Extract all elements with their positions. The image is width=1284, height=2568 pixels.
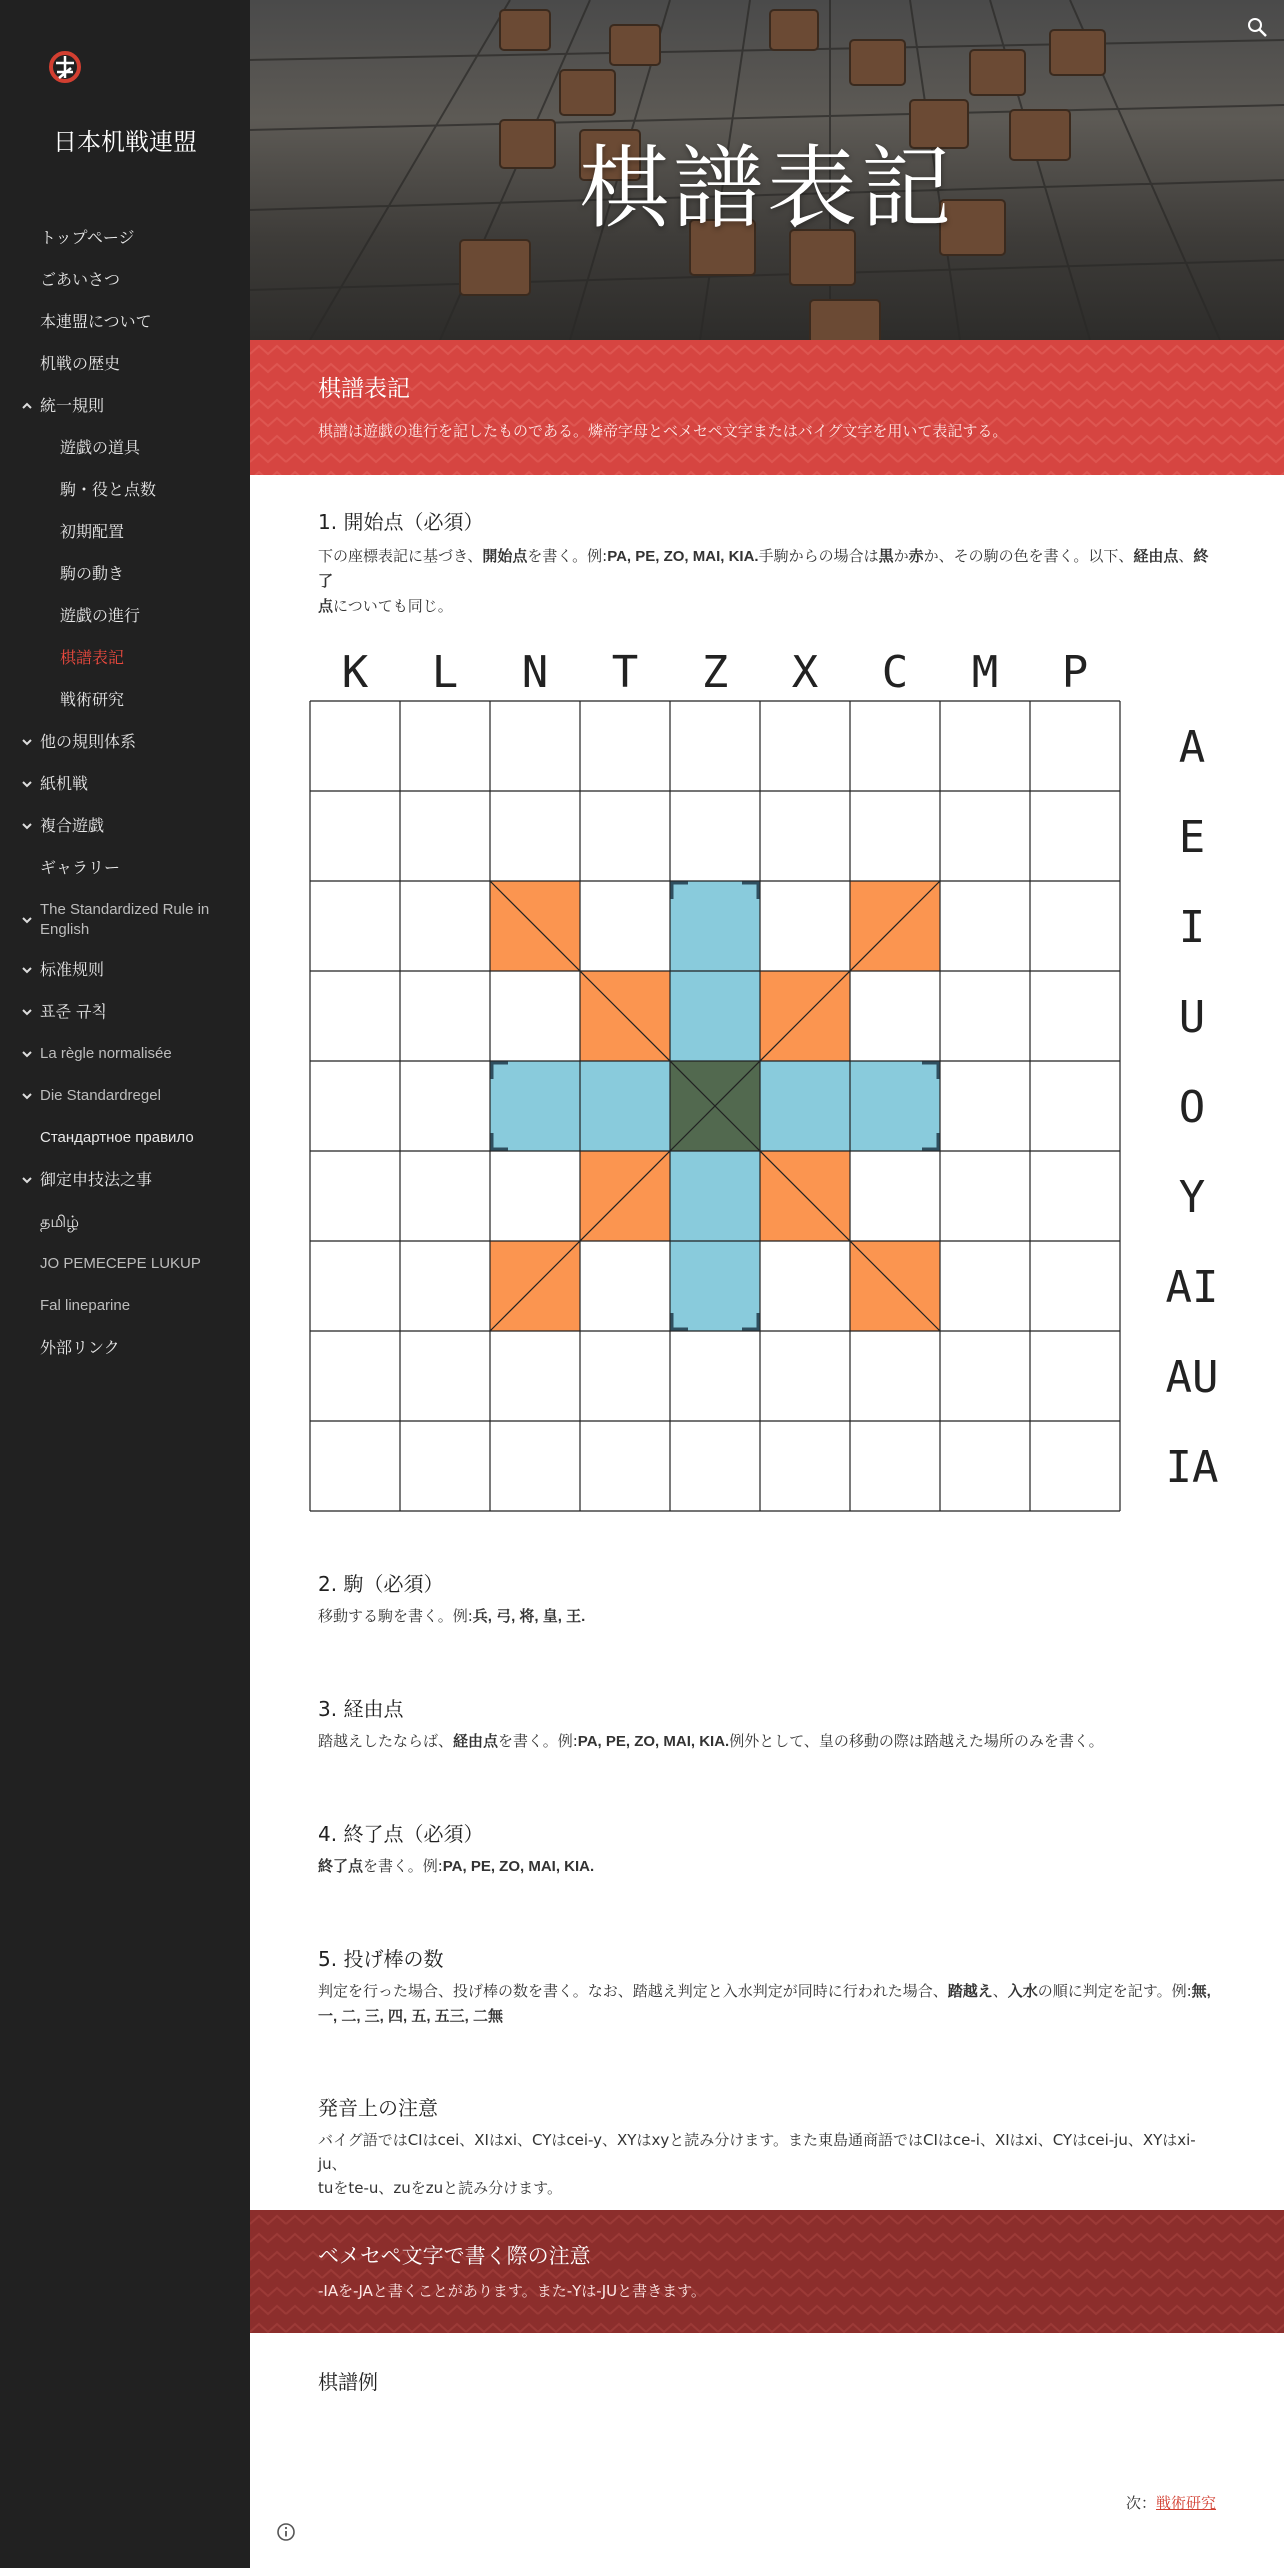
row-label: E — [1178, 812, 1206, 863]
next-page-nav — [1126, 2492, 1216, 2513]
nav-item-lineparine[interactable]: Fal lineparine — [40, 1297, 131, 1314]
section-heading-via-point: 3. 経由点 — [318, 1697, 404, 1721]
row-label: U — [1178, 992, 1206, 1043]
column-label: L — [431, 647, 459, 698]
nav-item-notation[interactable]: 棋譜表記 — [60, 648, 125, 667]
section-heading-piece: 2. 駒（必須） — [318, 1572, 444, 1596]
chevron-down-icon[interactable] — [20, 819, 34, 833]
info-icon[interactable] — [276, 2522, 296, 2542]
column-label: C — [881, 647, 909, 698]
section-heading-example: 棋譜例 — [318, 2370, 378, 2394]
nav-item-compound-game[interactable]: 複合遊戯 — [40, 816, 105, 835]
chevron-down-icon[interactable] — [20, 1047, 34, 1061]
nav-item-initial-setup[interactable]: 初期配置 — [60, 522, 125, 541]
nav-item-paper-game[interactable]: 紙机戦 — [40, 774, 89, 793]
section-text-piece: 移動する駒を書く。例:兵, 弓, 将, 皇, 王. — [318, 1607, 586, 1625]
hero-title: 棋譜表記 — [579, 136, 955, 241]
nav-item-chinese-rule[interactable]: 标准规则 — [40, 960, 105, 979]
hero-banner — [250, 0, 1284, 340]
nav-item-greeting[interactable]: ごあいさつ — [40, 270, 121, 289]
row-label: I — [1178, 902, 1206, 953]
row-label: IA — [1165, 1442, 1219, 1493]
section-text-start-point: 下の座標表記に基づき、開始点を書く。例:PA, PE, ZO, MAI, KIA.手駒からの場合は黒か赤か、その駒の色を書く。以下、経由点、終了 点についても同じ。 — [318, 547, 1209, 615]
blue-cell — [580, 1061, 670, 1151]
nav-item-pemecepe[interactable]: JO PEMECEPE LUKUP — [40, 1255, 201, 1272]
banner-title: 棋譜表記 — [318, 376, 410, 402]
row-label: Y — [1178, 1172, 1206, 1223]
nav-item-pieces[interactable]: 駒・役と点数 — [60, 480, 157, 499]
site-title[interactable]: 日本机戦連盟 — [53, 128, 197, 156]
note-banner — [250, 2210, 1284, 2333]
blue-cell — [670, 881, 760, 971]
row-label: A — [1178, 722, 1206, 773]
chevron-down-icon[interactable] — [20, 1089, 34, 1103]
section-heading-start-point: 1. 開始点（必須） — [318, 510, 484, 534]
nav-item-game-progress[interactable]: 遊戯の進行 — [60, 606, 141, 625]
chevron-down-icon[interactable] — [20, 1173, 34, 1187]
column-label: X — [791, 647, 819, 698]
column-label: P — [1061, 647, 1089, 698]
blue-cell — [670, 971, 760, 1061]
section-text-sticks: 判定を行った場合、投げ棒の数を書く。なお、踏越え判定と入水判定が同時に行われた場合、踏越え、入水の順に判定を記す。例:無, 一, 二, 三, 四, 五, 五三, 二無 — [318, 1982, 1211, 2025]
search-icon[interactable] — [1246, 16, 1268, 38]
nav-item-about[interactable]: 本連盟について — [40, 312, 152, 331]
row-label: AU — [1165, 1352, 1219, 1403]
column-label: M — [971, 647, 999, 698]
nav-item-english-rule[interactable]: The Standardized Rule in English — [40, 901, 210, 938]
chevron-pattern — [250, 340, 1284, 475]
section-text-via-point: 踏越えしたならば、経由点を書く。例:PA, PE, ZO, MAI, KIA.例外として、皇の移動の際は踏越えた場所のみを書く。 — [318, 1732, 1104, 1750]
nav-item-unified-rules[interactable]: 統一規則 — [40, 396, 105, 415]
column-label: Z — [701, 647, 729, 698]
nav-item-gallery[interactable]: ギャラリー — [40, 858, 121, 877]
nav-item-history[interactable]: 机戦の歴史 — [40, 354, 121, 373]
nav-item-tools[interactable]: 遊戯の道具 — [60, 438, 141, 457]
section-heading-pronunciation: 発音上の注意 — [318, 2096, 438, 2120]
column-label: T — [611, 647, 639, 698]
nav-item-other-rules[interactable]: 他の規則体系 — [40, 732, 137, 751]
nav-item-old-rule[interactable]: 御定申技法之事 — [40, 1170, 153, 1189]
nav-item-piece-moves[interactable]: 駒の動き — [60, 564, 125, 583]
nav-item-russian-rule[interactable]: Стандартное правило — [40, 1129, 194, 1146]
blue-cell — [490, 1061, 580, 1151]
note-banner-text: -IAを-JAと書くことがあります。また-Yは-JUと書きます。 — [318, 2282, 706, 2300]
row-label: AI — [1165, 1262, 1219, 1313]
next-label: 次： — [1126, 2494, 1157, 2512]
chevron-up-icon[interactable] — [20, 399, 34, 413]
chevron-pattern — [250, 2210, 1284, 2333]
chevron-down-icon[interactable] — [20, 1005, 34, 1019]
title-banner — [250, 340, 1284, 475]
chevron-down-icon[interactable] — [20, 913, 34, 927]
blue-cell — [850, 1061, 940, 1151]
chevron-down-icon[interactable] — [20, 777, 34, 791]
blue-cell — [670, 1151, 760, 1241]
column-label: K — [341, 647, 369, 698]
next-page-link[interactable]: 戦術研究 — [1156, 2494, 1217, 2512]
column-label: N — [521, 647, 549, 698]
nav-item-german-rule[interactable]: Die Standardregel — [40, 1087, 161, 1104]
blue-cell — [760, 1061, 850, 1151]
section-text-pronunciation: バイグ語ではCIはcei、XIはxi、CYはcei-y、XYはxyと読み分けます。また東島通商語ではCIはce-i、XIはxi、CYはcei-ju、XYはxi-ju、 tuをte-u、zuをzuと読み分けます。 — [318, 2131, 1196, 2197]
chevron-down-icon[interactable] — [20, 963, 34, 977]
nav-item-french-rule[interactable]: La règle normalisée — [40, 1045, 172, 1062]
nav-item-top[interactable]: トップページ — [40, 228, 135, 247]
chevron-down-icon[interactable] — [20, 735, 34, 749]
banner-text: 棋譜は遊戯の進行を記したものである。燐帝字母とベメセペ文字またはバイグ文字を用いて表記する。 — [318, 422, 1008, 440]
site-logo-icon[interactable] — [48, 50, 82, 84]
nav-item-korean-rule[interactable]: 표준 규칙 — [40, 1002, 107, 1021]
blue-cell — [670, 1241, 760, 1331]
row-label: O — [1178, 1082, 1206, 1133]
sidebar — [0, 0, 250, 2568]
nav-item-tamil[interactable]: தமிழ் — [40, 1212, 80, 1231]
nav-item-external-links[interactable]: 外部リンク — [40, 1338, 120, 1357]
coordinate-board — [290, 625, 1250, 1525]
section-heading-end-point: 4. 終了点（必須） — [318, 1822, 484, 1846]
section-text-end-point: 終了点を書く。例:PA, PE, ZO, MAI, KIA. — [318, 1857, 595, 1875]
nav-item-tactics[interactable]: 戦術研究 — [60, 690, 125, 709]
section-heading-sticks: 5. 投げ棒の数 — [318, 1947, 444, 1971]
note-banner-title: ベメセペ文字で書く際の注意 — [318, 2244, 591, 2268]
